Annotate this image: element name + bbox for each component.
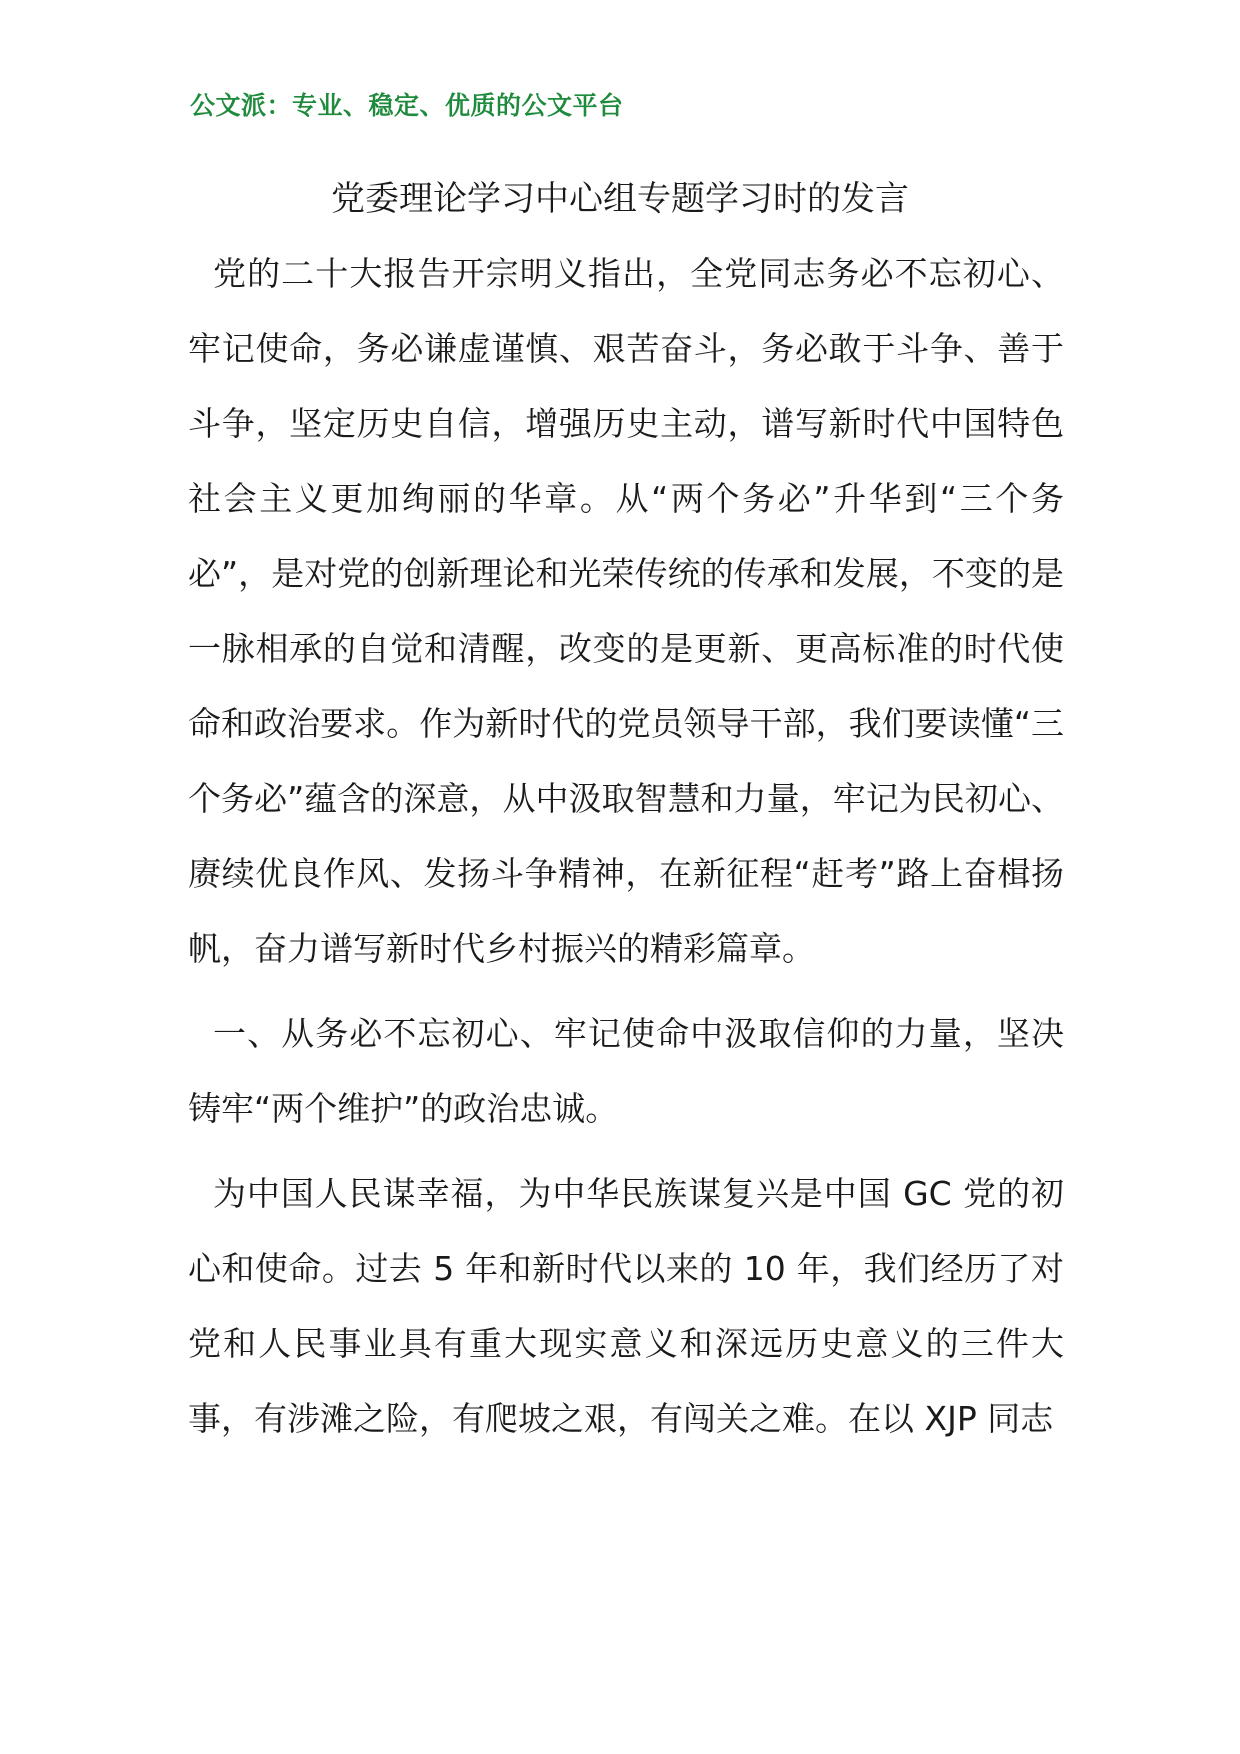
paragraph-intro: 党的二十大报告开宗明义指出，全党同志务必不忘初心、牢记使命，务必谦虚谨慎、艰苦奋斗，务必敢于斗争、善于斗争，坚定历史自信，增强历史主动，谱写新时代中国特色社会主义更加绚丽的华章。从“两个务必”升华到“三个务必”，是对党的创新理论和光荣传统的传承和发展，不变的是一脉相承的自觉和清醒，改变的是更新、更高标准的时代使命和政治要求。作为新时代的党员领导干部，我们要读懂“三个务必”蕴含的深意，从中汲取智慧和力量，牢记为民初心、赓续优良作风、发扬斗争精神，在新征程“赶考”路上奋楫扬帆，奋力谱写新时代乡村振兴的精彩篇章。 — [188, 254, 1064, 968]
document-body — [188, 236, 1064, 1456]
paragraph-section-one: 为中国人民谋幸福，为中华民族谋复兴是中国 GC 党的初心和使命。过去 5 年和新时代以来的 10 年，我们经历了对党和人民事业具有重大现实意义和深远历史意义的三件大事，有涉滩之险，有爬坡之艰，有闯关之难。在以 XJP 同志 — [188, 1174, 1064, 1438]
document-title: 党委理论学习中心组专题学习时的发言 — [331, 179, 909, 219]
header-banner: 公文派：专业、稳定、优质的公文平台 — [190, 91, 624, 120]
section-heading-one: 一、从务必不忘初心、牢记使命中汲取信仰的力量，坚决铸牢“两个维护”的政治忠诚。 — [188, 1014, 1064, 1128]
